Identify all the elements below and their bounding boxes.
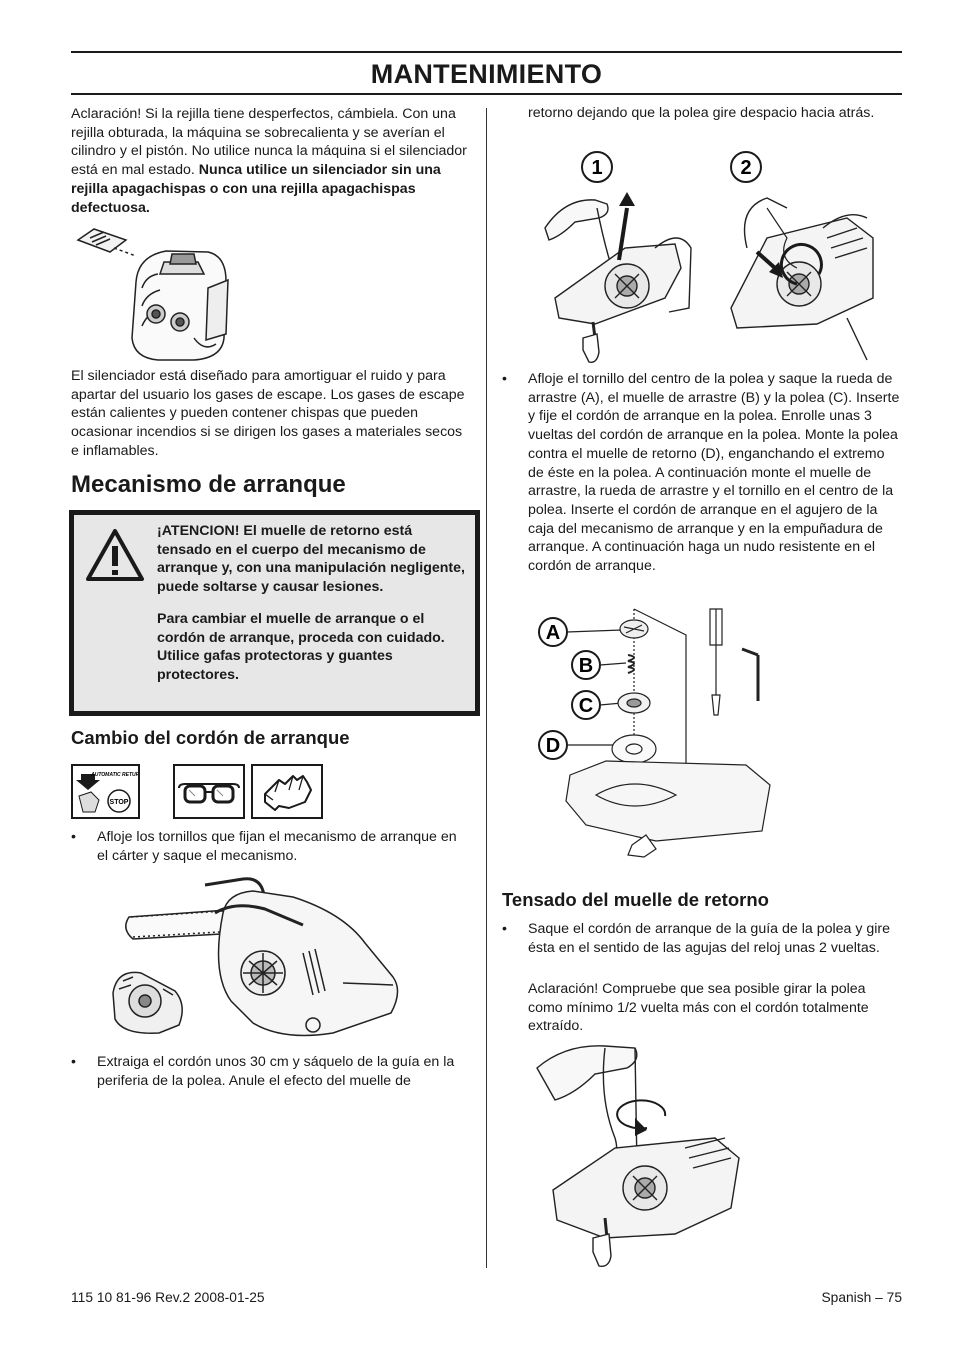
footer-doc-id: 115 10 81-96 Rev.2 2008-01-25 — [71, 1290, 265, 1305]
muffler-illustration — [76, 226, 246, 366]
auto-return-stop-icon — [73, 766, 138, 817]
bullet-text: Afloje los tornillos que fijan el mecanismo de arranque en el cárter y saque el mecanismo. — [97, 829, 457, 864]
auto-return-label: AUTOMATIC RETURN — [91, 772, 138, 778]
column-divider — [486, 108, 487, 1268]
header-rule-bottom — [71, 93, 902, 95]
ppe-icon-auto-return — [71, 764, 140, 819]
bullet-text: Extraiga el cordón unos 30 cm y sáquelo de la guía en la periferia de la polea. Anule el efecto del muelle de — [97, 1054, 455, 1089]
bullet-marker: • — [71, 829, 76, 845]
warning-box — [69, 510, 480, 716]
goggles-icon — [175, 766, 243, 817]
bullet-marker: • — [502, 921, 507, 937]
tension-note: Aclaración! Compruebe que sea posible girar la polea como mínimo 1/2 vuelta más con el cordón totalmente extraído. — [528, 981, 869, 1035]
continued-text: retorno dejando que la polea gire despacio hacia atrás. — [528, 105, 875, 121]
bullet-marker: • — [71, 1054, 76, 1070]
part-b-label: B — [578, 655, 594, 677]
step-2-badge — [729, 150, 763, 184]
subsection-title-spring: Tensado del muelle de retorno — [502, 889, 769, 910]
starter-step1-illustration — [535, 188, 695, 370]
intro-text: Aclaración! Si la rejilla tiene desperfectos, cámbiela. Con una rejilla obturada, la máquina se sobrecalienta y se averían el cilindro y el pistón. No utilice nunca la máquina si el silenciador está en mal estado. — [71, 106, 467, 179]
intro-bold-warning: Nunca utilice un silenciador sin una rejilla apagachispas o con una rejilla apagachispas defectuosa. — [71, 162, 441, 216]
subsection-title-cord: Cambio del cordón de arranque — [71, 727, 350, 748]
step-1-badge — [580, 150, 614, 184]
page-title: MANTENIMIENTO — [370, 59, 603, 89]
ppe-icon-gloves — [251, 764, 323, 819]
warning-paragraph-2: Para cambiar el muelle de arranque o el cordón de arranque, proceda con cuidado. Utilice gafas protectoras y guantes protectores. — [157, 611, 445, 683]
footer-page-number: Spanish – 75 — [821, 1290, 902, 1305]
warning-box-inner — [74, 515, 475, 711]
step-2-label: 2 — [740, 157, 752, 179]
stop-label: STOP — [109, 799, 129, 806]
spring-tension-illustration — [535, 1038, 745, 1270]
warning-paragraph-1: ¡ATENCION! El muelle de retorno está tensado en el cuerpo del mecanismo de arranque y, con una manipulación negligente, puede soltarse y causar lesiones. — [157, 523, 465, 595]
warning-triangle-icon — [84, 527, 146, 583]
bullet-text: Saque el cordón de arranque de la guía de la polea y gire ésta en el sentido de las agujas del reloj unas 2 vueltas. — [528, 921, 891, 956]
part-a-label: A — [545, 622, 561, 644]
part-d-label: D — [545, 735, 561, 757]
header-rule-top — [71, 51, 902, 53]
bullet-marker: • — [502, 371, 507, 387]
part-c-label: C — [578, 695, 594, 717]
warning-text — [157, 522, 467, 698]
exploded-starter-illustration — [536, 605, 796, 865]
step-1-label: 1 — [591, 157, 603, 179]
intro-paragraph — [71, 105, 471, 217]
ppe-icon-goggles — [173, 764, 245, 819]
chainsaw-illustration — [103, 873, 409, 1043]
section-title-starter: Mecanismo de arranque — [71, 471, 346, 498]
starter-step2-illustration — [727, 188, 877, 368]
bullet-text: Afloje el tornillo del centro de la polea y saque la rueda de arrastre (A), el muelle de arrastre (B) y la polea (C). Inserte y fije el cordón de arranque en la polea. Enrolle unas 3 vueltas del cordón de arranque en la polea. Monte la polea contra el muelle de retorno (D), enganchando el extremo de éste en la polea. A continuación monte el muelle de arrastre, la rueda de arrastre y el tornillo en el centro de la polea. Inserte el cordón de arranque en el agujero de la caja del mecanismo de arranque y en la empuñadura de arranque. A continuación haga un nudo resistente en el cordón de arranque. — [528, 371, 900, 575]
glove-icon — [253, 766, 321, 817]
muffler-paragraph: El silenciador está diseñado para amortiguar el ruido y para apartar del usuario los gases de escape. Los gases de escape están calientes y pueden contener chispas que pueden ocasionar incendios si se dirigen los gases a materiales secos e inflamables. — [71, 368, 465, 459]
